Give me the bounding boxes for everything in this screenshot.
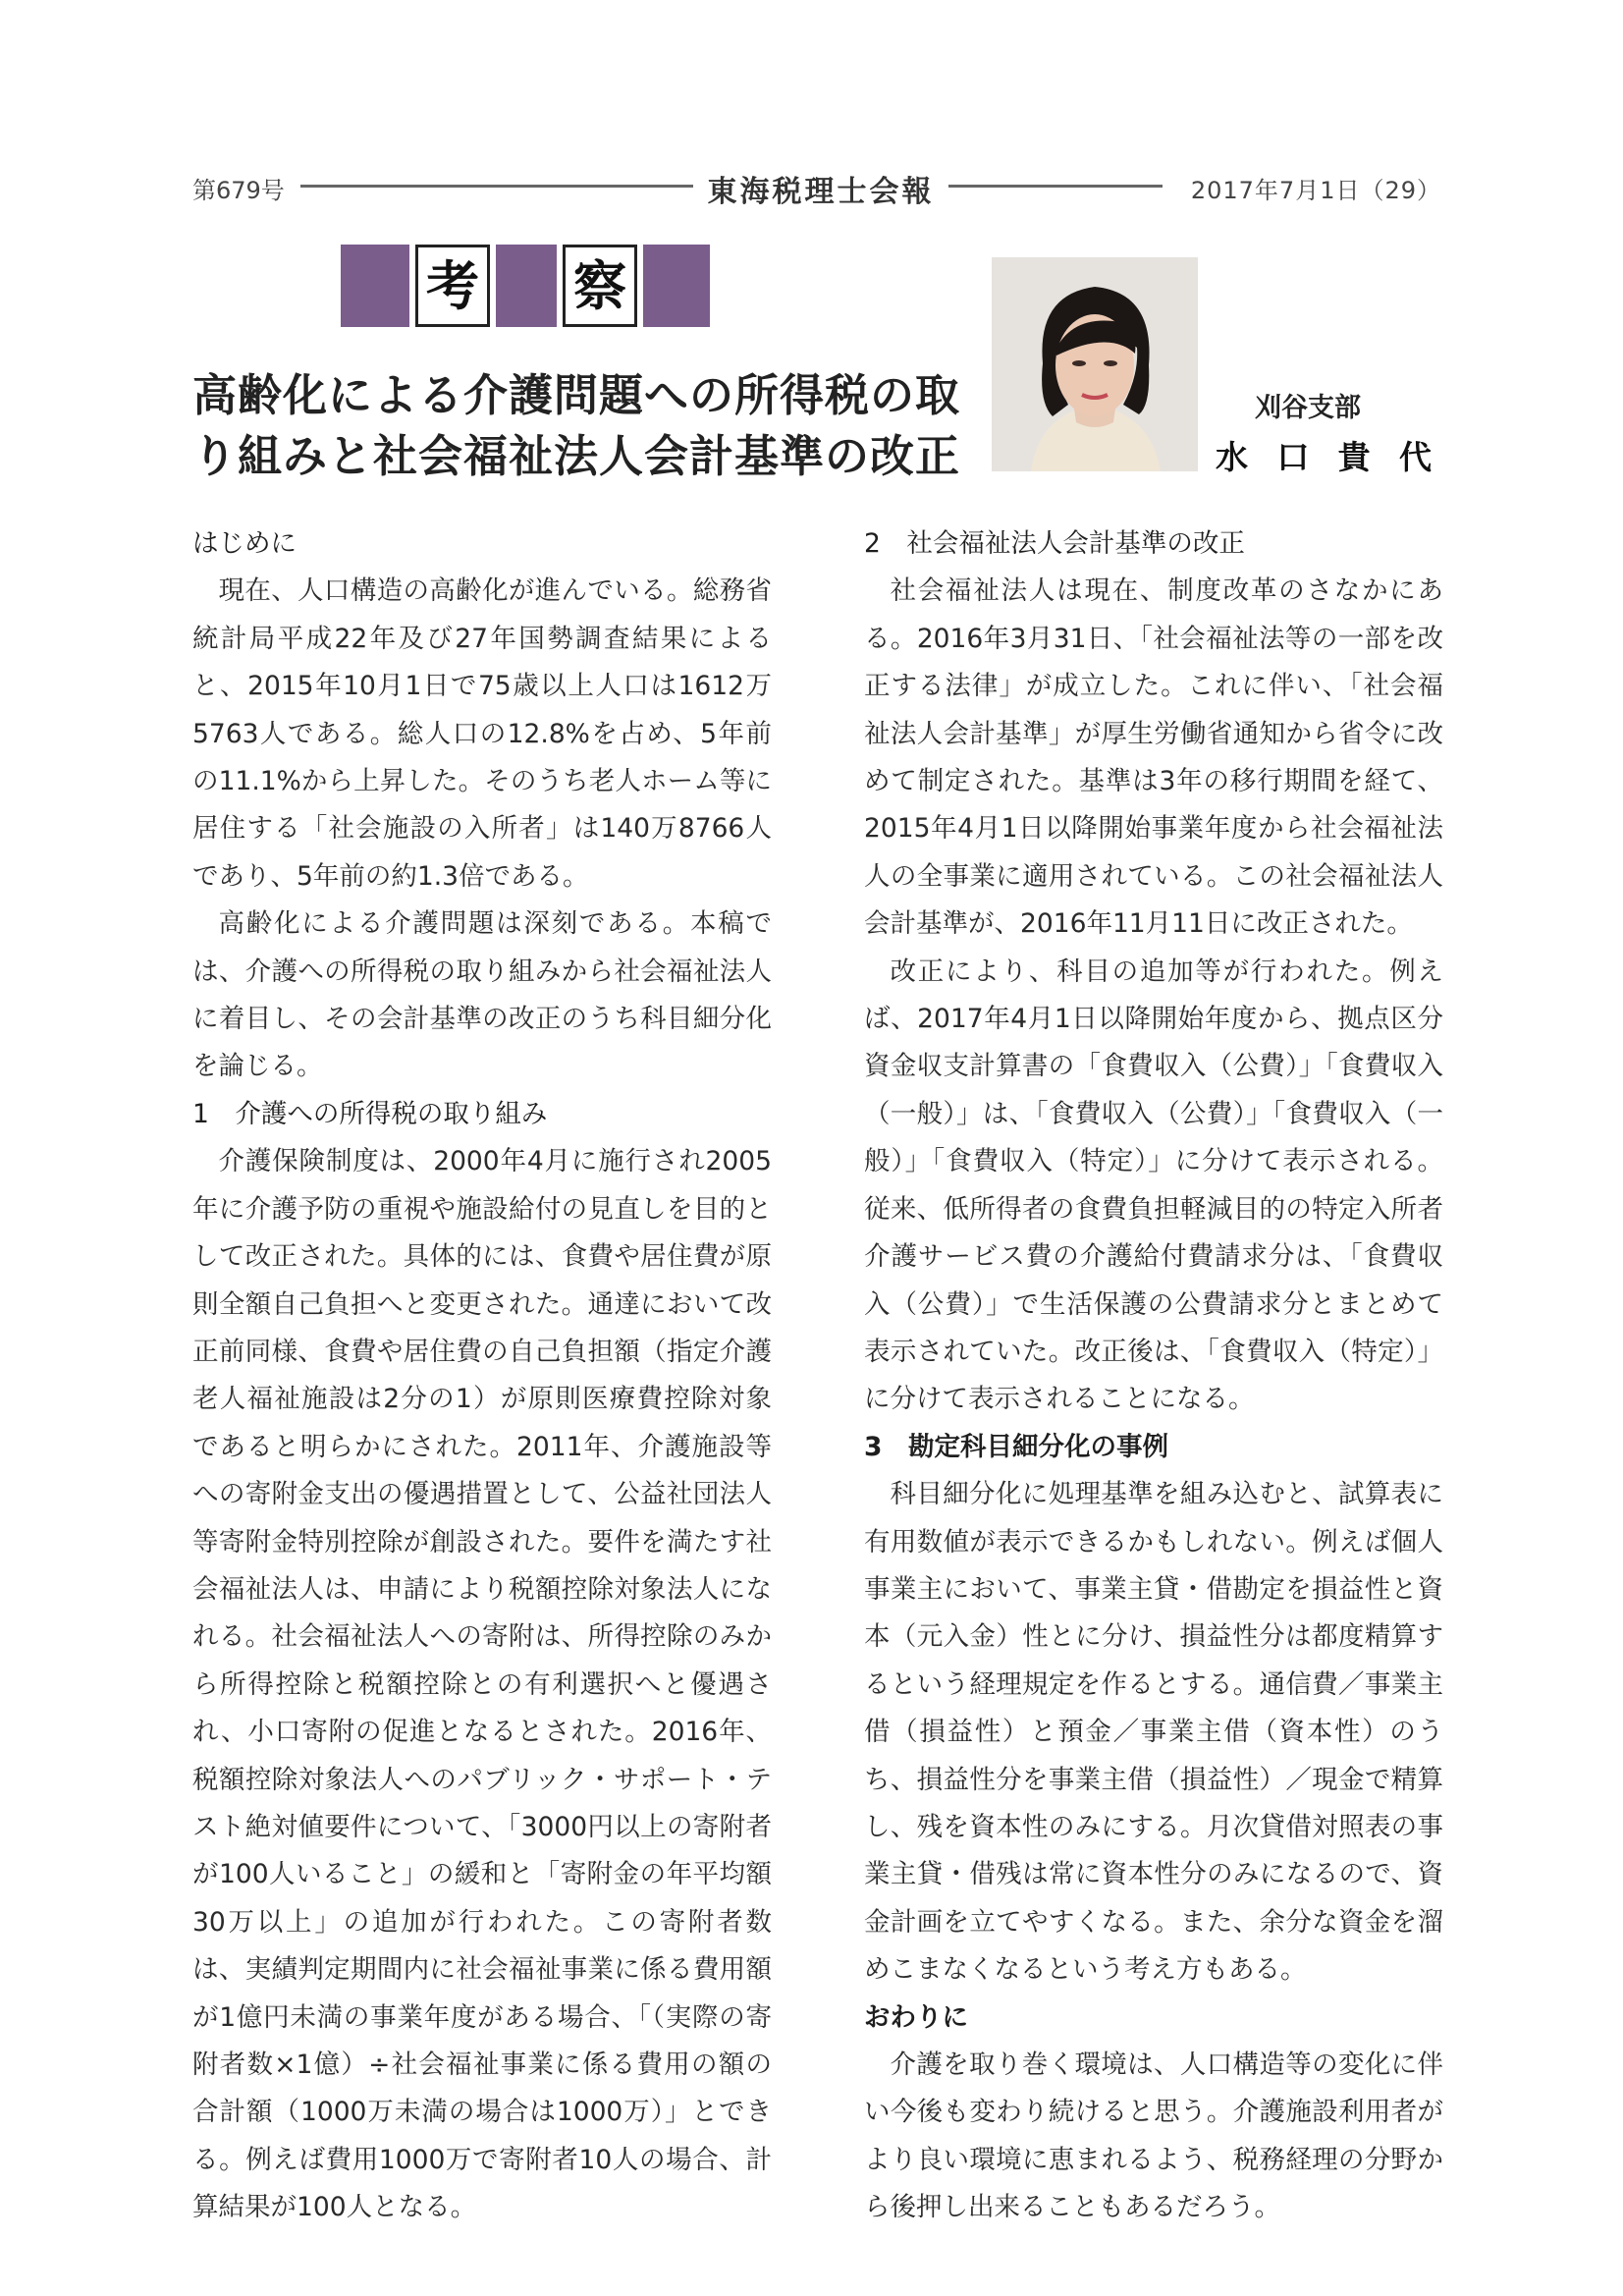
issue-date: 2017年7月1日（29） [1190, 177, 1441, 204]
paragraph: 科目細分化に処理基準を組み込むと、試算表に有用数値が表示できるかもしれない。例えば個人事業主において、事業主貸・借勘定を損益性と資本（元入金）性とに分け、損益性分は都度精算するという経理規定を作るとする。通信費／事業主借（損益性）と預金／事業主借（資本性）のうち、損益性分を事業主借（損益性）／現金で精算し、残を資本性のみにする。月次貸借対照表の事業主貸・借残は常に資本性分のみになるので、資金計画を立てやすくなる。また、余分な資金を溜めこまなくなるという考え方もある。 [864, 1479, 1443, 1986]
section-heading-1: 1 介護への所得税の取り組み [192, 1098, 548, 1129]
left-column [192, 520, 772, 2232]
paragraph: 高齢化による介護問題は深刻である。本稿では、介護への所得税の取り組みから社会福祉法人に着目し、その会計基準の改正のうち科目細分化を論じる。 [192, 908, 772, 1082]
section-heading-end: おわりに [864, 2001, 968, 2033]
author-name [1216, 432, 1432, 478]
page-header [192, 167, 1441, 210]
right-column [864, 520, 1443, 2232]
section-heading-intro: はじめに [192, 528, 297, 559]
article-title [192, 365, 968, 487]
paragraph: 介護保険制度は、2000年4月に施行され2005年に介護予防の重視や施設給付の見直しを目的として改正された。具体的には、食費や居住費が原則全額自己負担へと変更された。通達において改正前同様、食費や居住費の自己負担額（指定介護老人福祉施設は2分の1）が原則医療費控除対象であると明らかにされた。2011年、介護施設等への寄附金支出の優遇措置として、公益社団法人等寄附金特別控除が創設された。要件を満たす社会福祉法人は、申請により税額控除対象法人になれる。社会福祉法人への寄附は、所得控除のみから所得控除と税額控除との有利選択へと優遇され、小口寄附の促進となるとされた。2016年、税額控除対象法人へのパブリック・サポート・テスト絶対値要件について、「3000円以上の寄附者が100人いること」の緩和と「寄附金の年平均額30万以上」の追加が行われた。この寄附者数は、実績判定期間内に社会福祉事業に係る費用額が1億円未満の事業年度がある場合、「（実際の寄附者数×1億）÷社会福祉事業に係る費用の額の合計額（1000万未満の場合は1000万）」とできる。例えば費用1000万で寄附者10人の場合、計算結果が100人となる。 [192, 1146, 772, 2223]
banner-bar [496, 245, 557, 327]
section-heading-3: 3 勘定科目細分化の事例 [864, 1431, 1168, 1462]
paragraph: 改正により、科目の追加等が行われた。例えば、2017年4月1日以降開始年度から、拠点区分資金収支計算書の「食費収入（公費）」「食費収入（一般）」は、「食費収入（公費）」「食費収入（一般）」「食費収入（特定）」に分けて表示される。従来、低所得者の食費負担軽減目的の特定入所者介護サービス費の介護給付費請求分は、「食費収入（公費）」で生活保護の公費請求分とまとめて表示されていた。改正後は、「食費収入（特定）」に分けて表示されることになる。 [864, 956, 1443, 1415]
author-name-char: 代 [1398, 438, 1432, 476]
section-heading-2: 2 社会福祉法人会計基準の改正 [864, 528, 1245, 559]
paragraph: 現在、人口構造の高齢化が進んでいる。総務省統計局平成22年及び27年国勢調査結果によると、2015年10月1日で75歳以上人口は1612万5763人である。総人口の12.8%を占め、5年前の11.1%から上昇した。そのうち老人ホーム等に居住する「社会施設の入所者」は140万8766人であり、5年前の約1.3倍である。 [192, 575, 772, 892]
banner-char-2: 察 [563, 245, 637, 327]
author-branch: 刈谷支部 [1255, 393, 1361, 423]
publication-name: 東海税理士会報 [707, 175, 935, 209]
author-name-char: 水 [1216, 438, 1248, 476]
header-rule-right [948, 185, 1163, 188]
author-name-char: 貴 [1337, 438, 1371, 476]
author-photo [992, 257, 1198, 471]
author-name-char: 口 [1276, 438, 1310, 476]
issue-number: 第679号 [192, 177, 285, 204]
paragraph: 介護を取り巻く環境は、人口構造等の変化に伴い今後も変わり続けると思う。介護施設利用者がより良い環境に恵まれるよう、税務経理の分野から後押し出来ることもあるだろう。 [864, 2050, 1443, 2223]
banner-bar [341, 245, 409, 327]
section-banner [341, 241, 714, 331]
banner-bar [643, 245, 710, 327]
header-rule-left [300, 185, 693, 188]
banner-char-1: 考 [415, 245, 490, 327]
title-line: り組みと社会福祉法人会計基準の改正 [192, 430, 961, 482]
paragraph: 社会福祉法人は現在、制度改革のさなかにある。2016年3月31日、「社会福祉法等の一部を改正する法律」が成立した。これに伴い、「社会福祉法人会計基準」が厚生労働省通知から省令に改めて制定された。基準は3年の移行期間を経て、2015年4月1日以降開始事業年度から社会福祉法人の全事業に適用されている。この社会福祉法人会計基準が、2016年11月11日に改正された。 [864, 575, 1443, 940]
title-line: 高齢化による介護問題への所得税の取 [192, 369, 961, 421]
